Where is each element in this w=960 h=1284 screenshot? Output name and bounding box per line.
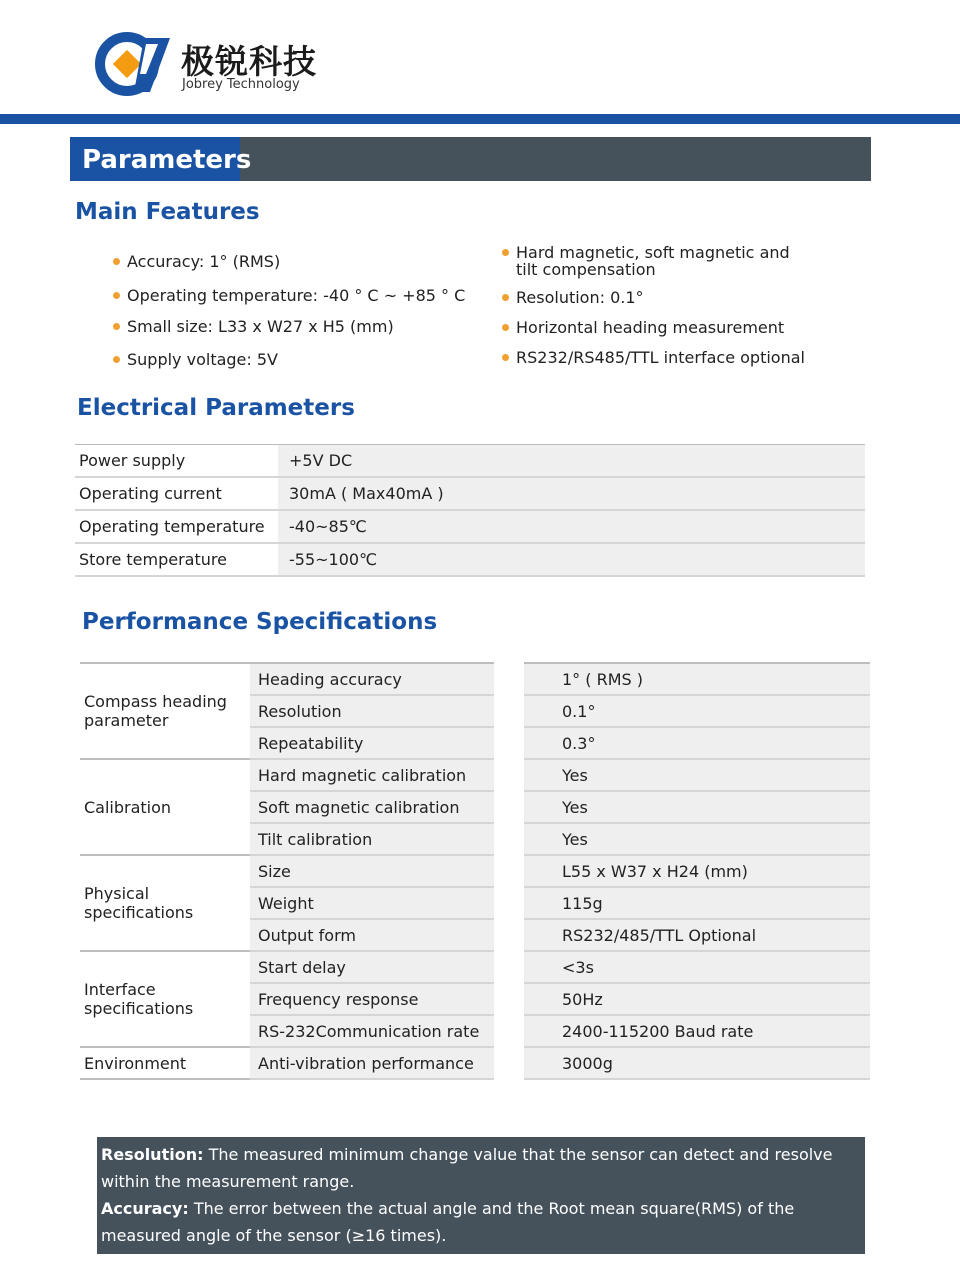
definitions-note [97,1137,865,1254]
spec-value: 3000g [509,1047,870,1079]
spec-value: 50Hz [509,983,870,1015]
param-label: Store temperature [75,543,278,576]
table-row [75,445,865,478]
spec-group-label: Compass heading parameter [80,663,250,759]
table-row [75,510,865,543]
table-row [75,477,865,510]
table-row [80,951,870,983]
table-row [80,663,870,695]
spec-item: Output form [250,919,509,951]
spec-item: Start delay [250,951,509,983]
bullet-icon [113,258,120,265]
param-label: Operating current [75,477,278,510]
table-row [80,759,870,791]
electrical-table [75,444,865,577]
spec-group-label: Environment [80,1047,250,1079]
spec-value: 2400-115200 Baud rate [509,1015,870,1047]
banner-title: Parameters [70,137,240,181]
table-row [80,855,870,887]
table-row [75,543,865,576]
feature-item: Operating temperature: -40 ° C ~ +85 ° C [127,287,465,304]
param-value: -55~100℃ [278,543,865,576]
spec-item: Anti-vibration performance [250,1047,509,1079]
spec-group-label: Calibration [80,759,250,855]
feature-item: Accuracy: 1° (RMS) [127,253,280,270]
brand-name-cn: 极锐科技 [181,42,317,81]
performance-table [80,662,870,1080]
spec-item: Hard magnetic calibration [250,759,509,791]
header-divider [0,114,960,124]
brand-name-en: Jobrey Technology [182,77,300,92]
spec-item: Frequency response [250,983,509,1015]
feature-item: Small size: L33 x W27 x H5 (mm) [127,318,394,335]
param-value: -40~85℃ [278,510,865,543]
resolution-term: Resolution: [101,1145,204,1164]
spec-value: 0.1° [509,695,870,727]
bullet-icon [502,249,509,256]
param-label: Power supply [75,445,278,478]
bullet-icon [502,354,509,361]
feature-item: Supply voltage: 5V [127,351,278,368]
accuracy-term: Accuracy: [101,1199,189,1218]
param-value: +5V DC [278,445,865,478]
spec-value: Yes [509,759,870,791]
bullet-icon [113,323,120,330]
parameters-banner [70,137,871,181]
jobrey-logo-icon [94,30,172,98]
param-value: 30mA ( Max40mA ) [278,477,865,510]
spec-item: RS-232Communication rate [250,1015,509,1047]
spec-item: Weight [250,887,509,919]
electrical-parameters-title: Electrical Parameters [77,395,355,421]
spec-item: Repeatability [250,727,509,759]
resolution-definition: The measured minimum change value that the sensor can detect and resolve within the measurement range. [101,1145,833,1191]
spec-item: Size [250,855,509,887]
spec-value: Yes [509,791,870,823]
table-row [80,1047,870,1079]
spec-value: Yes [509,823,870,855]
spec-value: <3s [509,951,870,983]
bullet-icon [113,356,120,363]
spec-value: 1° ( RMS ) [509,663,870,695]
spec-value: 0.3° [509,727,870,759]
spec-value: L55 x W37 x H24 (mm) [509,855,870,887]
spec-group-label: Physical specifications [80,855,250,951]
main-features-title: Main Features [75,199,260,225]
feature-item: Horizontal heading measurement [516,319,784,336]
spec-group-label: Interface specifications [80,951,250,1047]
spec-item: Tilt calibration [250,823,509,855]
spec-value: 115g [509,887,870,919]
spec-item: Heading accuracy [250,663,509,695]
spec-item: Resolution [250,695,509,727]
spec-item: Soft magnetic calibration [250,791,509,823]
param-label: Operating temperature [75,510,278,543]
feature-item: Hard magnetic, soft magnetic and tilt compensation [516,244,816,278]
bullet-icon [113,292,120,299]
bullet-icon [502,324,509,331]
spec-value: RS232/485/TTL Optional [509,919,870,951]
bullet-icon [502,294,509,301]
performance-specifications-title: Performance Specifications [82,609,438,635]
feature-item: Resolution: 0.1° [516,289,644,306]
accuracy-definition: The error between the actual angle and the Root mean square(RMS) of the measured angle of the sensor (≥16 times). [101,1199,795,1245]
feature-item: RS232/RS485/TTL interface optional [516,349,805,366]
